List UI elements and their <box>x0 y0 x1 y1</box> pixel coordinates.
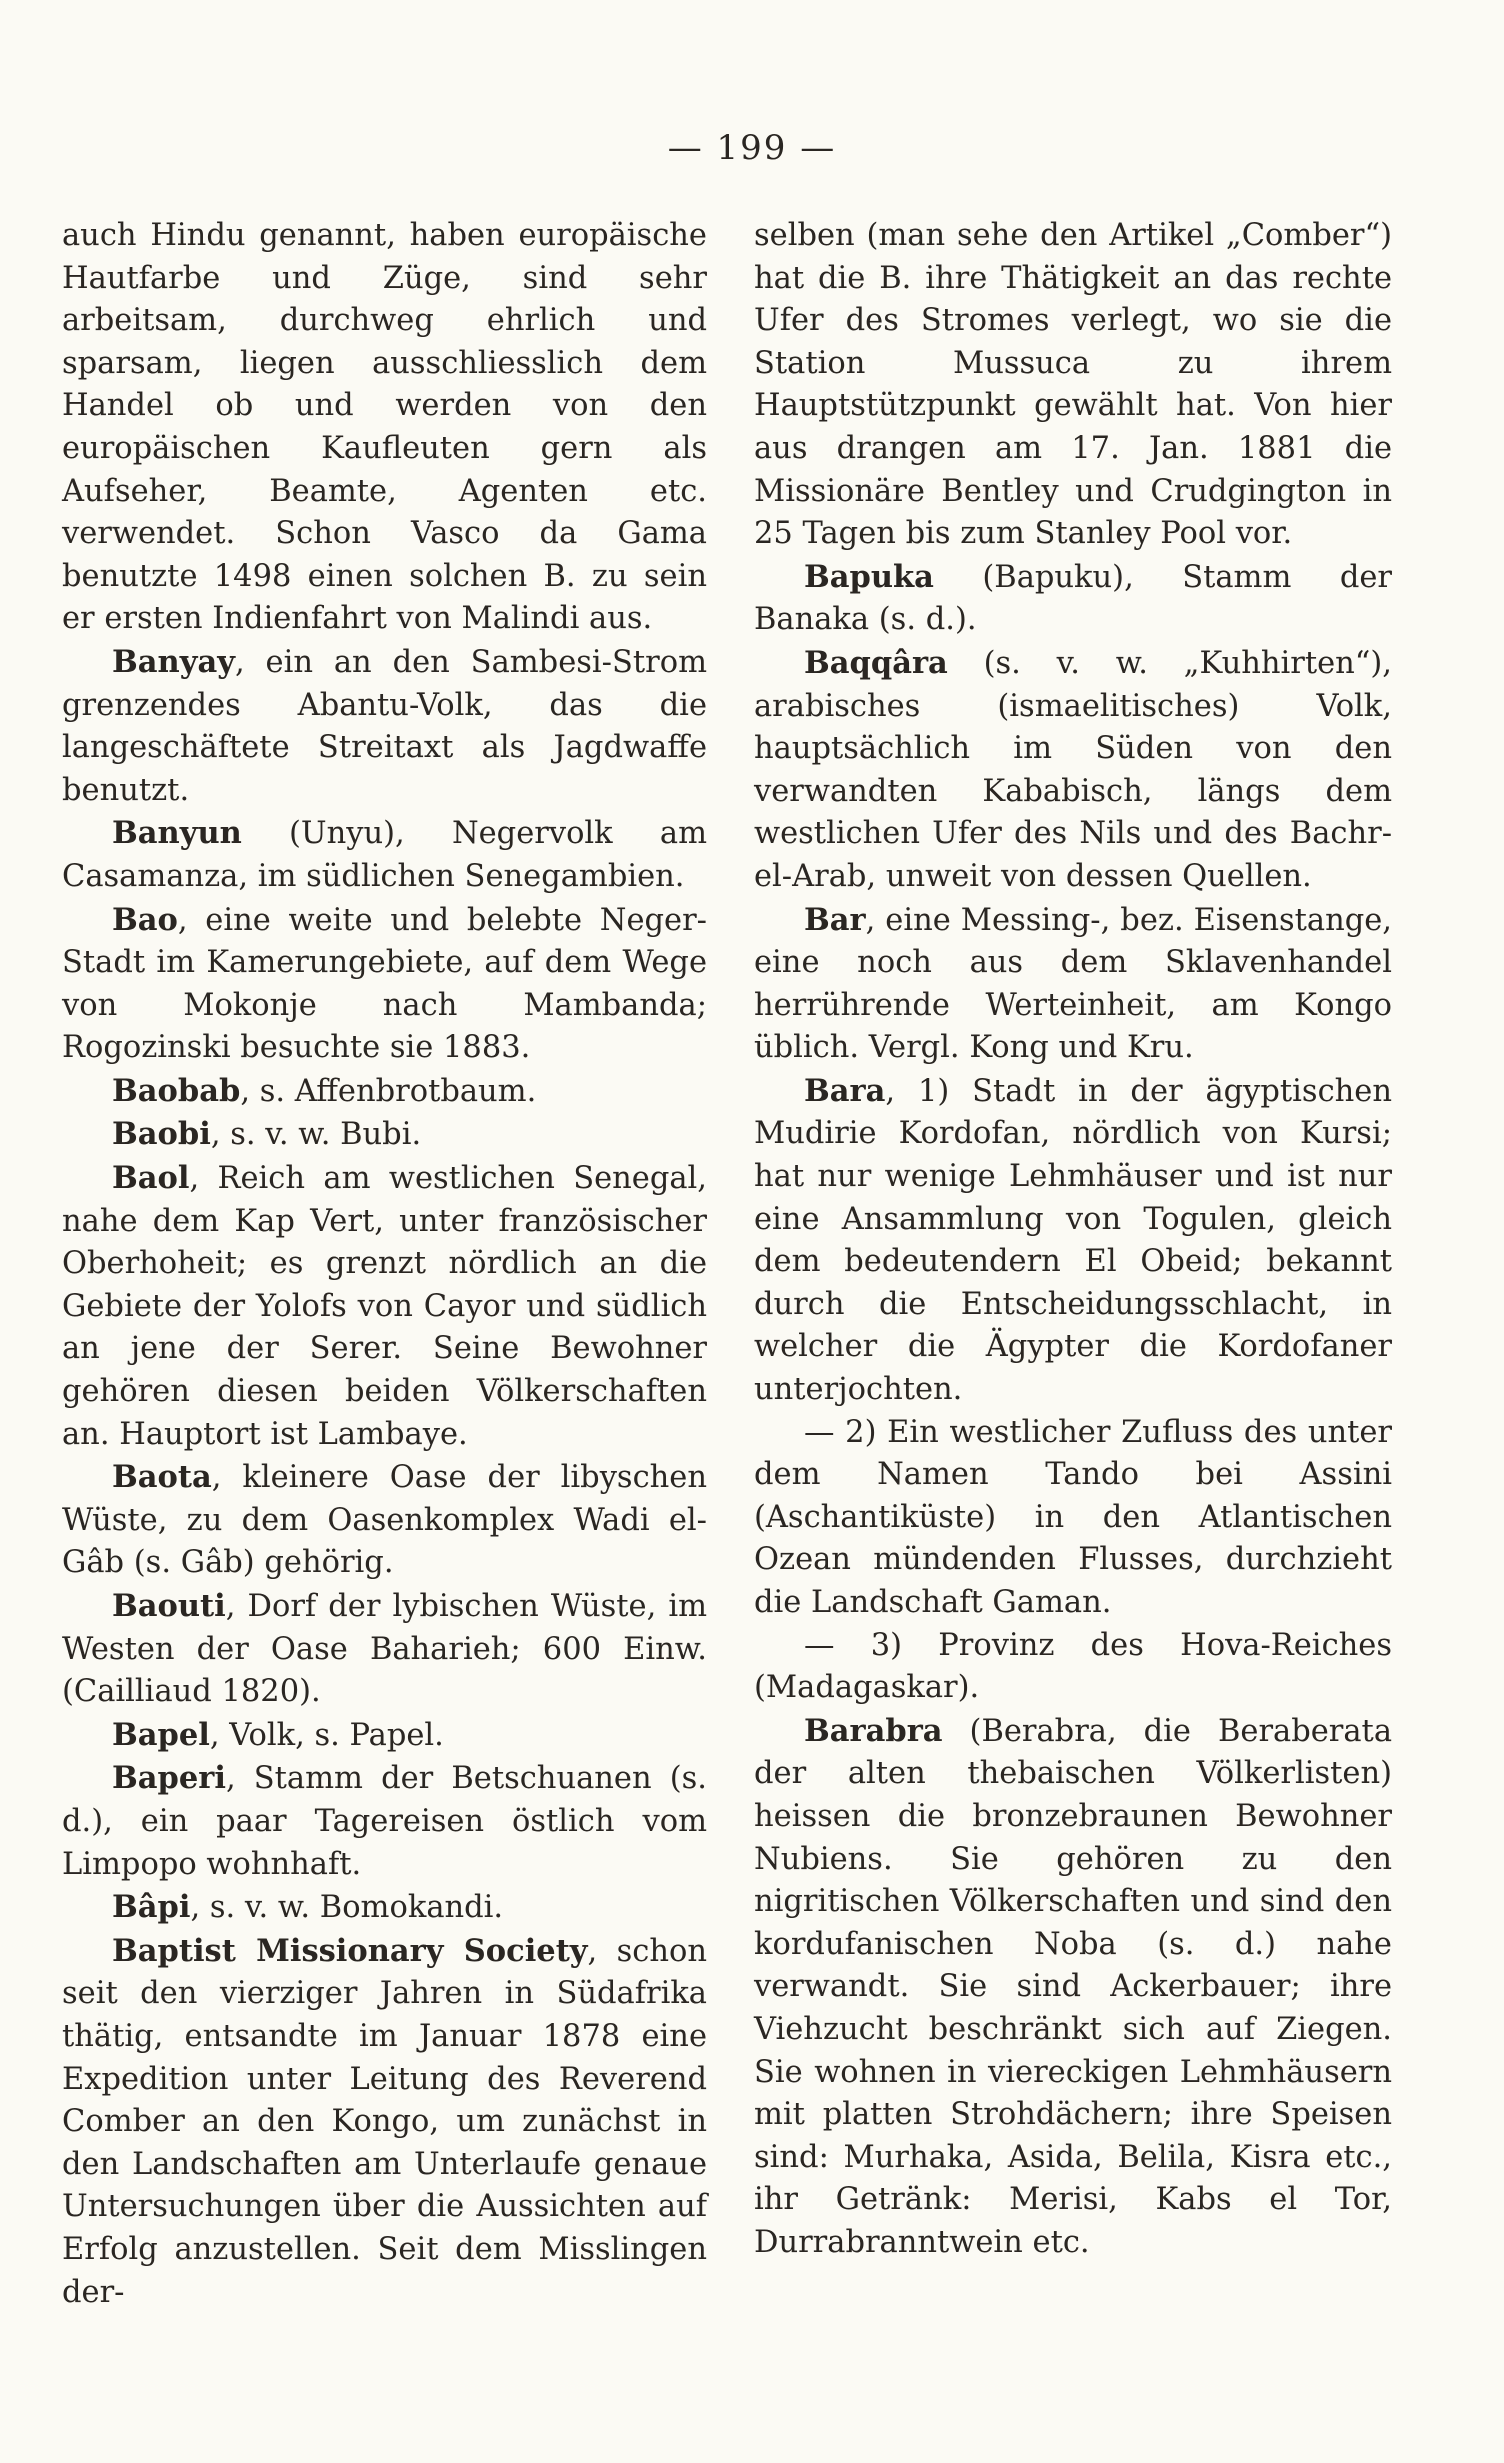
entry-text: (s. v. w. „Kuhhirten“), arabisches (ismaelitisches) Volk, hauptsächlich im Süden von den verwandten Kababisch, längs dem westlichen Ufer des Nils und des Bachr-el-Arab, unweit von dessen Quellen. <box>754 645 1392 894</box>
entry-headword: Bapuka <box>804 558 934 595</box>
dictionary-entry <box>754 642 1392 899</box>
entry-headword: Bâpi <box>112 1889 191 1926</box>
entry-headword: Bao <box>112 901 178 938</box>
entry-text: , 1) Stadt in der ägyptischen Mudirie Kordofan, nördlich von Kursi; hat nur wenige Lehmhäuser und ist nur eine Ansammlung von Togulen, gleich dem bedeutendern El Obeid; bekannt durch die Entscheidungsschlacht, in welcher die Ägypter die Kordofaner unterjochten. <box>754 1073 1392 1408</box>
entry-headword: Barabra <box>804 1712 943 1749</box>
entry-text: , Reich am westlichen Senegal, nahe dem Kap Vert, unter französischer Oberhoheit; es grenzt nördlich an die Gebiete der Yolofs von Cayor und südlich an jene der Serer. Seine Bewohner gehören diesen beiden Völkerschaften an. Hauptort ist Lambaye. <box>62 1161 707 1452</box>
entry-text: — 2) Ein westlicher Zufluss des unter dem Namen Tando bei Assini (Aschantiküste) in den Atlantischen Ozean mündenden Flusses, durchzieht die Landschaft Gaman. <box>754 1414 1392 1620</box>
dictionary-entry <box>62 1456 707 1585</box>
entry-text: , eine weite und belebte Neger-Stadt im Kamerungebiete, auf dem Wege von Mokonje nach Mambanda; Rogozinski besuchte sie 1883. <box>62 902 707 1066</box>
entry-text: , Volk, s. Papel. <box>209 1717 444 1753</box>
entry-headword: Baqqâra <box>804 644 948 681</box>
entry-text: (Unyu), Negervolk am Casamanza, im südlichen Senegambien. <box>62 816 707 894</box>
dictionary-entry <box>62 1157 707 1456</box>
dictionary-entry <box>62 1113 707 1157</box>
entry-headword: Bapel <box>112 1716 210 1753</box>
page-number: — 199 — <box>667 128 837 168</box>
entry-headword: Banyun <box>112 815 242 852</box>
dictionary-entry <box>754 899 1392 1070</box>
dictionary-entry <box>62 1070 707 1114</box>
entry-headword: Banyay <box>112 643 235 680</box>
right-column <box>754 215 1392 2265</box>
entry-text: , s. Affenbrotbaum. <box>240 1073 537 1109</box>
entry-headword: Baobab <box>112 1072 241 1109</box>
dictionary-entry <box>62 899 707 1070</box>
dictionary-entry <box>62 1930 707 2314</box>
entry-headword: Baperi <box>112 1760 226 1797</box>
entry-headword: Baobi <box>112 1116 211 1153</box>
entry-paragraph <box>754 215 1392 556</box>
dictionary-entry <box>62 1714 707 1758</box>
dictionary-entry <box>62 812 707 898</box>
entry-headword: Bara <box>804 1072 886 1109</box>
entry-text: , s. v. w. Bomokandi. <box>190 1890 504 1926</box>
entry-headword: Baota <box>112 1459 212 1496</box>
entry-text: — 3) Provinz des Hova-Reiches (Madagaskar). <box>754 1627 1392 1706</box>
entry-paragraph <box>62 215 707 641</box>
entry-text: , ein an den Sambesi-Strom grenzendes Abantu-Volk, das die langeschäftete Streitaxt als Jagdwaffe benutzt. <box>62 644 707 808</box>
entry-text: , schon seit den vierziger Jahren in Südafrika thätig, entsandte im Januar 1878 eine Expedition unter Leitung des Reverend Comber an den Kongo, um zunächst in den Landschaften am Unterlaufe genaue Untersuchungen über die Aussichten auf Erfolg anzustellen. Seit dem Misslingen der- <box>62 1933 707 2310</box>
entry-text: , kleinere Oase der libyschen Wüste, zu dem Oasenkomplex Wadi el-Gâb (s. Gâb) gehörig. <box>62 1460 707 1581</box>
entry-paragraph <box>754 1625 1392 1710</box>
entry-text: , s. v. w. Bubi. <box>210 1117 422 1153</box>
entry-text: selben (man sehe den Artikel „Comber“) hat die B. ihre Thätigkeit an das rechte Ufer des Stromes verlegt, wo sie die Station Mussuca zu ihrem Hauptstützpunkt gewählt hat. Von hier aus drangen am 17. Jan. 1881 die Missionäre Bentley und Crudgington in 25 Tagen bis zum Stanley Pool vor. <box>754 218 1392 552</box>
entry-headword: Bar <box>804 901 866 938</box>
left-column <box>62 215 707 2314</box>
entry-headword: Baouti <box>112 1588 226 1624</box>
entry-text: (Berabra, die Beraberata der alten thebaischen Völkerlisten) heissen die bronzebraunen Bewohner Nubiens. Sie gehören zu den nigritischen Völkerschaften und sind den kordufanischen Noba (s. d.) nahe verwandt. Sie sind Ackerbauer; ihre Viehzucht beschränkt sich auf Ziegen. Sie wohnen in viereckigen Lehmhäusern mit platten Strohdächern; ihre Speisen sind: Murhaka, Asida, Belila, Kisra etc., ihr Getränk: Merisi, Kabs el Tor, Durrabranntwein etc. <box>754 1713 1392 2260</box>
dictionary-entry <box>754 1070 1392 1412</box>
dictionary-entry <box>62 1585 707 1714</box>
entry-text: auch Hindu genannt, haben europäische Hautfarbe und Züge, sind sehr arbeitsam, durchweg ehrlich und sparsam, liegen ausschliesslich dem Handel ob und werden von den europäischen Kaufleuten gern als Aufseher, Beamte, Agenten etc. verwendet. Schon Vasco da Gama benutzte 1498 einen solchen B. zu sein er ersten Indienfahrt von Malindi aus. <box>62 218 707 637</box>
dictionary-entry <box>62 1757 707 1886</box>
entry-text: (Bapuku), Stamm der Banaka (s. d.). <box>754 559 1392 638</box>
entry-headword: Baptist Missionary Society <box>112 1932 588 1969</box>
dictionary-entry <box>62 641 707 812</box>
entry-text: , Stamm der Betschuanen (s. d.), ein paar Tagereisen östlich vom Limpopo wohnhaft. <box>62 1761 707 1882</box>
entry-headword: Baol <box>112 1160 190 1197</box>
dictionary-entry <box>754 1710 1392 2265</box>
dictionary-entry <box>754 556 1392 642</box>
entry-text: , Dorf der lybischen Wüste, im Westen der Oase Baharieh; 600 Einw. (Cailliaud 1820). <box>62 1589 707 1710</box>
dictionary-entry <box>62 1886 707 1930</box>
entry-paragraph <box>754 1412 1392 1625</box>
entry-text: , eine Messing-, bez. Eisenstange, eine noch aus dem Sklavenhandel herrührende Werteinheit, am Kongo üblich. Vergl. Kong und Kru. <box>754 902 1392 1066</box>
